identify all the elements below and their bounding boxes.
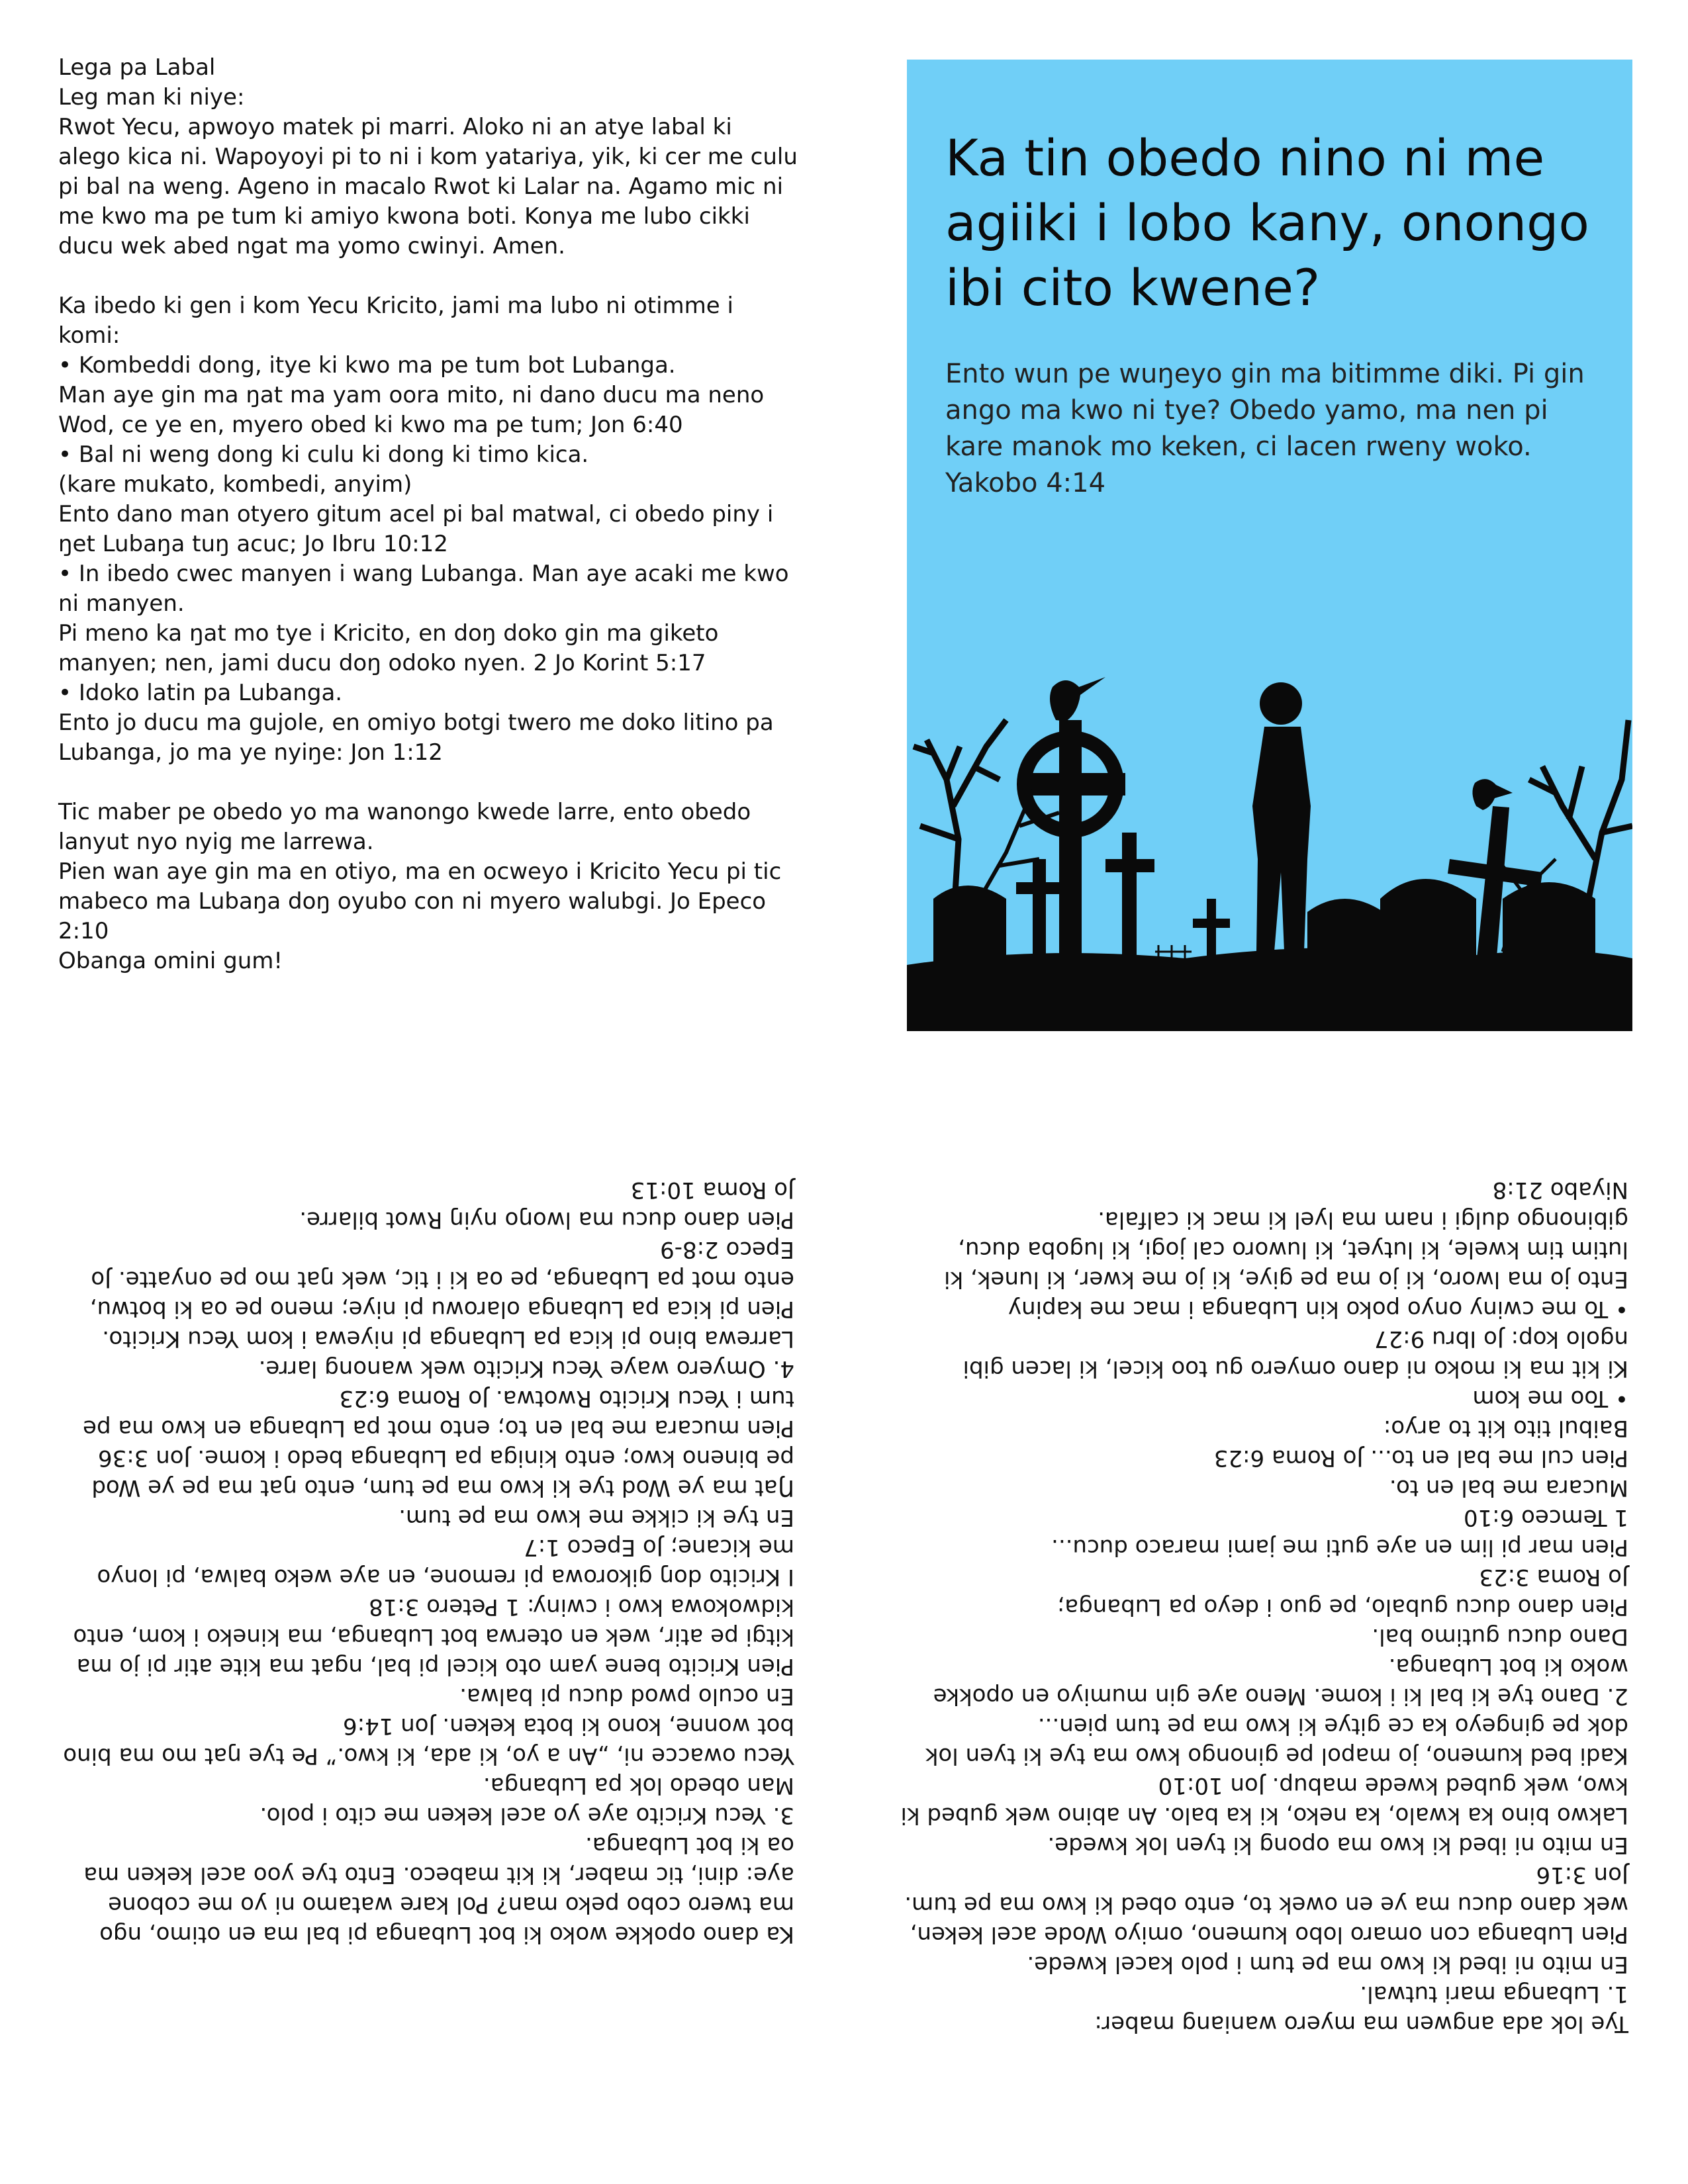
text-line: I Kricito doŋ gikorowa pi remone, en aye weko balwa, pi lonyo me kicane; Jo Epeco 1:7 xyxy=(89,1534,794,1590)
text-line: Ŋat ma ye Wod tye ki kwo ma pe tum, ento ŋat ma pe ye Wod pe bineno kwo; ento kiniga pa Lubanga bedo i kome. Jon 3:36 xyxy=(84,1445,794,1501)
text-line xyxy=(58,768,800,797)
text-line: En mito ni ibed ki kwo ma pe tum i polo kacel kwede. xyxy=(1027,1951,1628,1978)
text-line: 1 Temceo 6:10 xyxy=(1463,1504,1628,1531)
cover-panel xyxy=(907,60,1632,1031)
text-line: Dano ducu gutimo bal. xyxy=(1372,1623,1628,1650)
cover-title: Ka tin obedo nino ni me agiiki i lobo kany, onongo ibi cito kwene? xyxy=(945,128,1589,317)
text-line: Jo Roma 10:13 xyxy=(630,1177,794,1203)
text-line: • Bal ni weng dong ki culu ki dong ki timo kica. xyxy=(58,441,589,468)
text-line: Ento dano man otyero gitum acel pi bal matwal, ci obedo piny i ŋet Lubaŋa tuŋ acuc; Jo Ibru 10:12 xyxy=(58,501,781,557)
text-line: 4. Omyero waye Yecu Kricito wek wanong larre. xyxy=(258,1355,794,1382)
text-line: Man obedo lok pa Lubanga. xyxy=(483,1772,794,1799)
text-line: Pien pi kica pa Lubanga olarowu pi niye; meno pe oa ki botwu, ento mot pa Lubanga, pe oa ki i tic, wek ŋat mo pe onyatte. Jo Epeco 2:8-9 xyxy=(82,1236,794,1322)
text-line: Larrewa bino pi kica pa Lubanga pi niyewa i kom Yecu Kricito. xyxy=(102,1326,794,1352)
text-line: Pien Kricito bene yam oto kicel pi bal, ngat ma kite atir pi jo ma kitgi pe atir, wek en oterwa bot Lubanga, ma kineko i kom, ento kidwokowa kwo i cwiny: 1 Petero 3:18 xyxy=(66,1594,794,1680)
text-line: (kare mukato, kombedi, anyim) xyxy=(58,471,412,498)
text-line: Ka dano opokke woko ki bot Lubanga pi bal ma en otimo, ngo ma twero cobo peko man? Pol kare watamo ni yo me cobone aye: dini, tic maber, ki kit mabeco. Ento tye yoo acel keken ma oa ki bot Lubanga. xyxy=(76,1832,794,1948)
text-line: Obanga omini gum! xyxy=(58,948,283,974)
text-line: Leg man ki niye: xyxy=(58,84,245,111)
text-line: Lega pa Labal xyxy=(58,54,216,81)
text-line: Pien dano ducu ma lwoŋo nyiŋ Rwot bilarre. xyxy=(299,1206,794,1233)
text-line: • Too me kom xyxy=(1472,1385,1628,1412)
text-line: 3. Yecu Kricito aye yo acel keken me cito i polo. xyxy=(259,1802,794,1829)
text-line: Jo Roma 3:23 xyxy=(1479,1564,1628,1590)
text-line: Ento jo ducu ma gujole, en omiyo botgi twero me doko litino pa Lubanga, jo ma ye nyiŋe: Jon 1:12 xyxy=(58,709,781,766)
text-line: • To me cwiny onyo poko kin Lubanga i mac me kapiny xyxy=(1008,1296,1628,1322)
text-line: 2. Dano tye ki bal ki i kome. Meno aye gin mumiyo en opokke woko ki bot Lubanga. xyxy=(925,1653,1628,1709)
text-line: Tye lok ada angwen ma myero waniang maber: xyxy=(1094,2011,1628,2037)
text-line: Pien mar pi lim en aye guti me jami maraco ducu... xyxy=(1051,1534,1628,1561)
text-line: Pien wan aye gin ma en otiyo, ma en ocweyo i Kricito Yecu pi tic mabeco ma Lubaŋa doŋ oyubo con ni myero walubgi. Jo Epeco 2:10 xyxy=(58,858,789,944)
text-line: Lakwo bino ka kwalo, ka neko, ki ka balo. An abino wek gubed ki kwo, wek gubed kwede mabup. Jon 10:10 xyxy=(893,1772,1628,1829)
prayer-panel xyxy=(58,53,805,976)
text-line: Pien cul me bal en to... Jo Roma 6:23 xyxy=(1213,1445,1628,1471)
text-line: Pien Lubanga con omaro lobo kumeno, omiyo Wode acel keken, wek dano ducu ma ye en owek to, ento obed ki kwo ma pe tum. Jon 3:16 xyxy=(897,1862,1628,1948)
text-line: • Kombeddi dong, itye ki kwo ma pe tum bot Lubanga. xyxy=(58,352,676,379)
text-line: Baibul tito kit to aryo: xyxy=(1383,1415,1628,1441)
text-line: Pien mucara me bal en to; ento mot pa Lubanga en kwo ma pe tum i Yecu Kricito Rwotwa. Jo Roma 6:23 xyxy=(75,1385,794,1441)
text-line: Kadi bed kumeno, jo mapol pe ginongo kwo ma tye ki tyen lok dok pe gingeyo ka ce gitye ki kwo ma pe tum pien... xyxy=(918,1713,1628,1769)
text-line: En oculo pwod ducu pi balwa. xyxy=(459,1683,794,1709)
cover-subtitle: Ento wun pe wuŋeyo gin ma bitimme diki. Pi gin ango ma kwo ni tye? Obedo yamo, ma nen pi kare manok mo keken, ci lacen rweny woko. Yakobo 4:14 xyxy=(945,359,1585,498)
graveyard-illustration xyxy=(907,435,1632,1031)
text-line: • Idoko latin pa Lubanga. xyxy=(58,680,343,706)
text-line: En tye ki cikke me kwo ma pe tum. xyxy=(399,1504,794,1531)
text-line: Pien dano ducu gubalo, pe guo i deyo pa Lubanga; xyxy=(1056,1594,1628,1620)
text-line: En mito ni ibed ki kwo ma opong ki tyen lok kwede. xyxy=(1047,1832,1628,1858)
text-line: 1. Lubanga mari tutwal. xyxy=(1360,1981,1628,2007)
text-line: Yecu owacce ni, „An a yo, ki ada, ki kwo.” Pe tye ŋat mo ma bino bot wonne, kono ki bota keken. Jon 14:6 xyxy=(56,1713,794,1769)
text-line: Pi meno ka ŋat mo tye i Kricito, en doŋ doko gin ma giketo manyen; nen, jami ducu doŋ odoko nyen. 2 Jo Korint 5:17 xyxy=(58,620,726,676)
text-line: Ka ibedo ki gen i kom Yecu Kricito, jami ma lubo ni otimme i komi: xyxy=(58,293,741,349)
inverted-left-panel xyxy=(56,1175,794,1949)
text-line: Niyabo 21:8 xyxy=(1492,1177,1628,1203)
text-line: Ento jo ma lworo, ki jo ma pe giye, ki jo me kwer, ki lunek, ki lutim tim kwele, ki lutyet, ki luworo cal jogi, ki lugoba ducu, gibinongo dulgi i nam ma lyel ki mac ki calfala. xyxy=(937,1206,1628,1293)
text-line: Mucara me bal en to. xyxy=(1389,1475,1628,1501)
text-line: • In ibedo cwec manyen i wang Lubanga. Man aye acaki me kwo ni manyen. xyxy=(58,561,796,617)
text-line: Ki kit ma ki moko ni dano omyero gu too kicel, ki lacen gibi ngolo kop: Jo Ibru 9:27 xyxy=(955,1326,1628,1382)
text-line: Tic maber pe obedo yo ma wanongo kwede larre, ento obedo lanyut nyo nyig me larrewa. xyxy=(58,799,758,855)
text-line: Rwot Yecu, apwoyo matek pi marri. Aloko ni an atye labal ki alego kica ni. Wapoyoyi pi to ni i kom yatariya, yik, ki cer me culu pi bal na weng. Ageno in macalo Rwot ki Lalar na. Agamo mic ni me kwo ma pe tum ki amiyo kwona boti. Konya me lubo cikki ducu wek abed ngat ma yomo cwinyi. Amen. xyxy=(58,114,805,259)
inverted-right-panel xyxy=(894,1175,1628,2038)
text-line xyxy=(58,261,800,291)
text-line: Man aye gin ma ŋat ma yam oora mito, ni dano ducu ma neno Wod, ce ye en, myero obed ki kwo ma pe tum; Jon 6:40 xyxy=(58,382,772,438)
